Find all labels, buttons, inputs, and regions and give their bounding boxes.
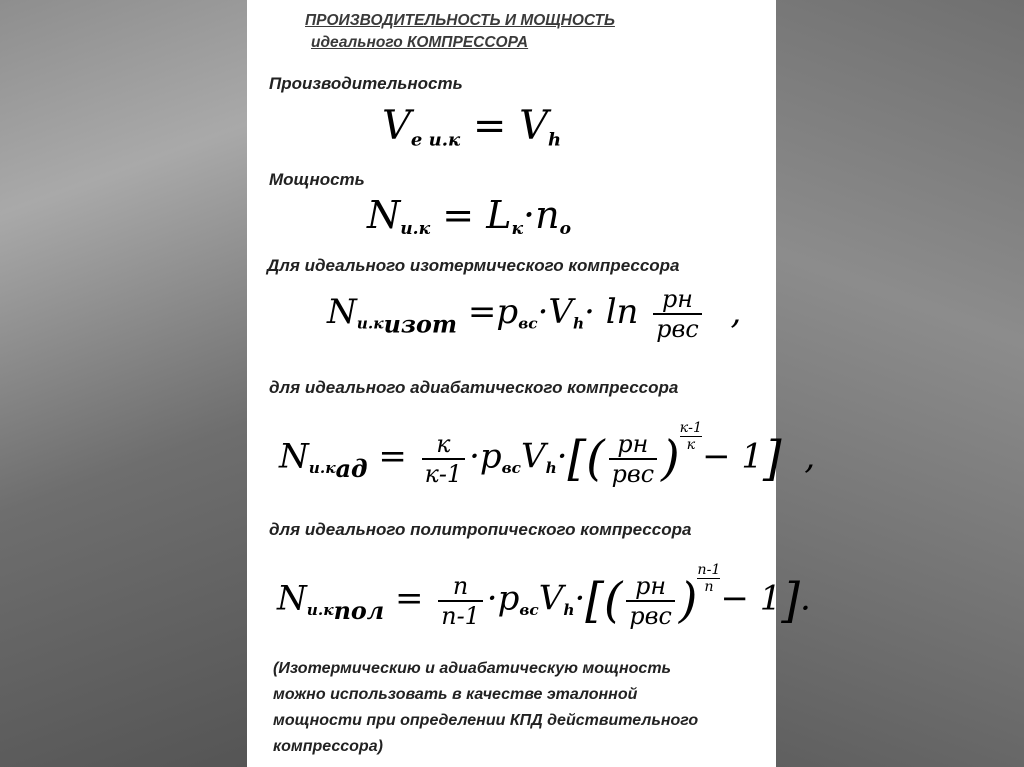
footnote-line-1: (Изотермическию и адиабатическую мощность bbox=[273, 660, 672, 677]
performance-formula: $V_{e и.к} = V_h$ bbox=[382, 103, 562, 151]
footnote-line-4: компрессора) bbox=[273, 738, 383, 755]
slide-page bbox=[247, 0, 816, 767]
footnote-line-2: можно использовать в качестве эталонной bbox=[273, 686, 638, 703]
background-right bbox=[776, 0, 1024, 767]
polytropic-formula: $N_{и.кпол}$ = $\frac{n}{n-1}$ $\cdot p_{вс}V_h\cdot$[( $\frac{pн}{\text{pвс}}$ ) $\frac{n-1}{n}$ − 1]. bbox=[277, 562, 811, 630]
isothermal-label: Для идеального изотермического компрессора bbox=[267, 256, 680, 275]
footnote bbox=[273, 656, 773, 760]
footnote-line-3: мощности при определении КПД действительного bbox=[273, 712, 699, 729]
background-left bbox=[0, 0, 247, 767]
adiabatic-formula: $N_{и.кад}$ = $\frac{к}{к-1}$ $\cdot p_{вс}V_h\cdot$[( $\frac{pн}{\text{pвс}}$ ) $\frac{к-1}{к}$ − 1] , bbox=[279, 420, 816, 488]
slide-title bbox=[305, 10, 725, 54]
power-label: Мощность bbox=[269, 170, 365, 189]
title-line-1: ПРОИЗВОДИТЕЛЬНОСТЬ И МОЩНОСТЬ bbox=[305, 12, 615, 29]
adiabatic-label: для идеального адиабатического компрессора bbox=[269, 378, 679, 397]
power-formula: $N_{и.к} = L_к\cdot n_o$ bbox=[367, 193, 572, 239]
title-line-2: идеального КОМПРЕССОРА bbox=[311, 34, 529, 51]
isothermal-formula: $N_{и.кизот} =p_{вс}\cdot V_h\cdot \ln$ $\frac{pн}{\text{pвс}}$ , bbox=[327, 285, 742, 343]
polytropic-label: для идеального политропического компрессора bbox=[269, 520, 692, 539]
performance-label: Производительность bbox=[269, 74, 463, 93]
